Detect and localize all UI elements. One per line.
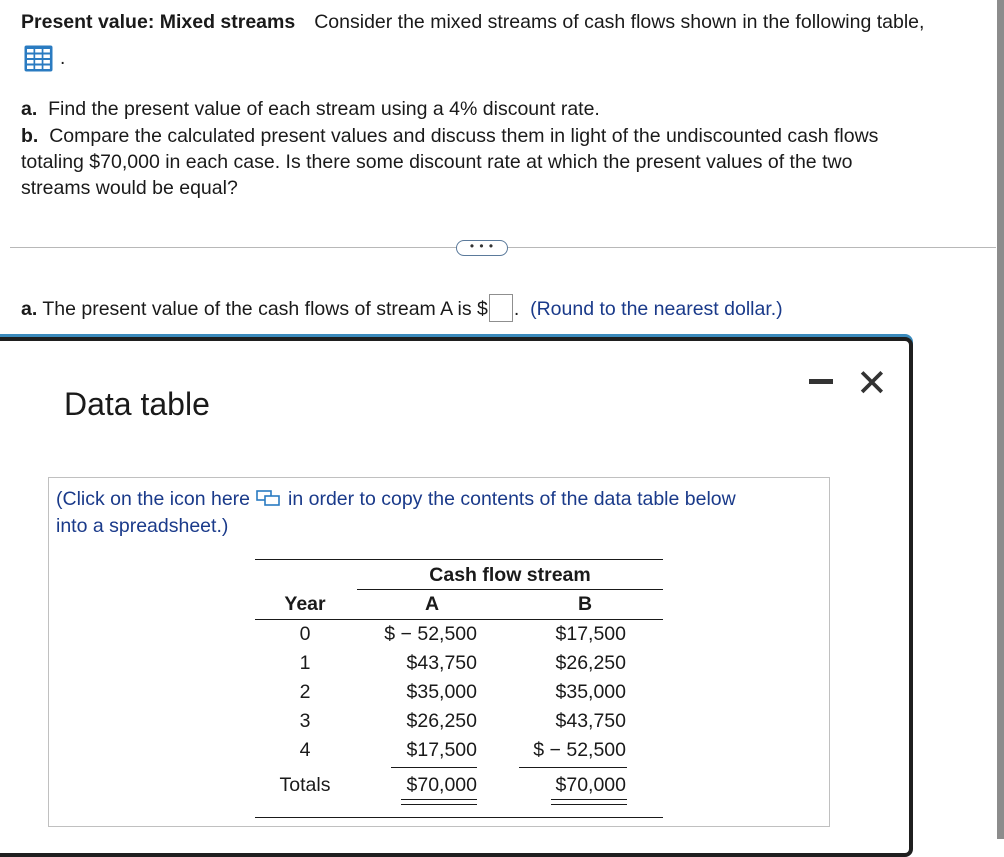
copy-instructions xyxy=(56,486,816,540)
table-cell-year: 4 xyxy=(299,739,311,761)
table-cell-a: $17,500 xyxy=(406,739,477,761)
answer-label: a. xyxy=(21,298,38,321)
part-b-line1 xyxy=(21,125,878,148)
total-a: $70,000 xyxy=(406,774,477,796)
table-cell-b: $26,250 xyxy=(555,652,626,674)
answer-line xyxy=(21,298,783,322)
total-b: $70,000 xyxy=(555,774,626,796)
table-bottom-rule xyxy=(255,817,663,818)
question-title xyxy=(21,11,924,34)
group-header: Cash flow stream xyxy=(429,564,591,586)
answer-text: The present value of the cash flows of stream A is $ xyxy=(42,298,488,321)
icon-period: . xyxy=(60,48,66,69)
part-b-text-1: Compare the calculated present values and discuss them in light of the undiscounted cash flows xyxy=(49,125,879,147)
table-cell-year: 2 xyxy=(299,681,311,703)
answer-input[interactable] xyxy=(489,294,513,322)
part-a-text: Find the present value of each stream using a 4% discount rate. xyxy=(48,98,600,120)
table-top-rule xyxy=(255,559,663,560)
data-table-icon[interactable] xyxy=(24,45,53,72)
table-cell-year: 1 xyxy=(299,652,311,674)
copy-text-after: in order to copy the contents of the data table below xyxy=(288,488,736,510)
column-header-a: A xyxy=(424,593,440,615)
double-rule-b xyxy=(551,799,627,805)
table-cell-b: $ − 52,500 xyxy=(533,739,626,761)
part-a-line xyxy=(21,98,600,121)
close-icon[interactable]: ✕ xyxy=(856,363,888,405)
table-cell-a: $26,250 xyxy=(406,710,477,732)
minimize-icon[interactable] xyxy=(809,379,833,384)
question-title-text: Consider the mixed streams of cash flows shown in the following table, xyxy=(314,11,925,33)
rounding-note: (Round to the nearest dollar.) xyxy=(530,298,783,321)
dialog-title: Data table xyxy=(64,386,210,422)
table-cell-a: $ − 52,500 xyxy=(384,623,477,645)
copy-text-before: (Click on the icon here xyxy=(56,488,251,510)
header-bottom-rule xyxy=(255,619,663,620)
part-b-text-2: totaling $70,000 in each case. Is there some discount rate at which the present values of the two xyxy=(21,151,853,173)
part-b-text-3: streams would be equal? xyxy=(21,177,238,199)
table-cell-year: 0 xyxy=(299,623,311,645)
copy-spreadsheet-icon[interactable] xyxy=(256,490,282,506)
expand-more-button[interactable]: • • • xyxy=(456,240,508,256)
column-header-year: Year xyxy=(284,593,326,615)
table-cell-b: $17,500 xyxy=(555,623,626,645)
sum-rule-b xyxy=(519,767,627,768)
question-title-bold: Present value: Mixed streams xyxy=(21,11,296,33)
part-b-label: b. xyxy=(21,125,39,147)
page-scrollbar[interactable] xyxy=(997,0,1004,839)
double-rule-a xyxy=(401,799,477,805)
totals-label: Totals xyxy=(279,774,331,796)
table-cell-a: $35,000 xyxy=(406,681,477,703)
copy-text-line2: into a spreadsheet.) xyxy=(56,515,229,537)
answer-period: . xyxy=(513,298,520,321)
column-header-b: B xyxy=(577,593,593,615)
table-cell-b: $43,750 xyxy=(555,710,626,732)
group-header-rule xyxy=(357,589,663,590)
table-cell-b: $35,000 xyxy=(555,681,626,703)
sum-rule-a xyxy=(391,767,477,768)
table-cell-a: $43,750 xyxy=(406,652,477,674)
table-cell-year: 3 xyxy=(299,710,311,732)
part-a-label: a. xyxy=(21,98,38,120)
